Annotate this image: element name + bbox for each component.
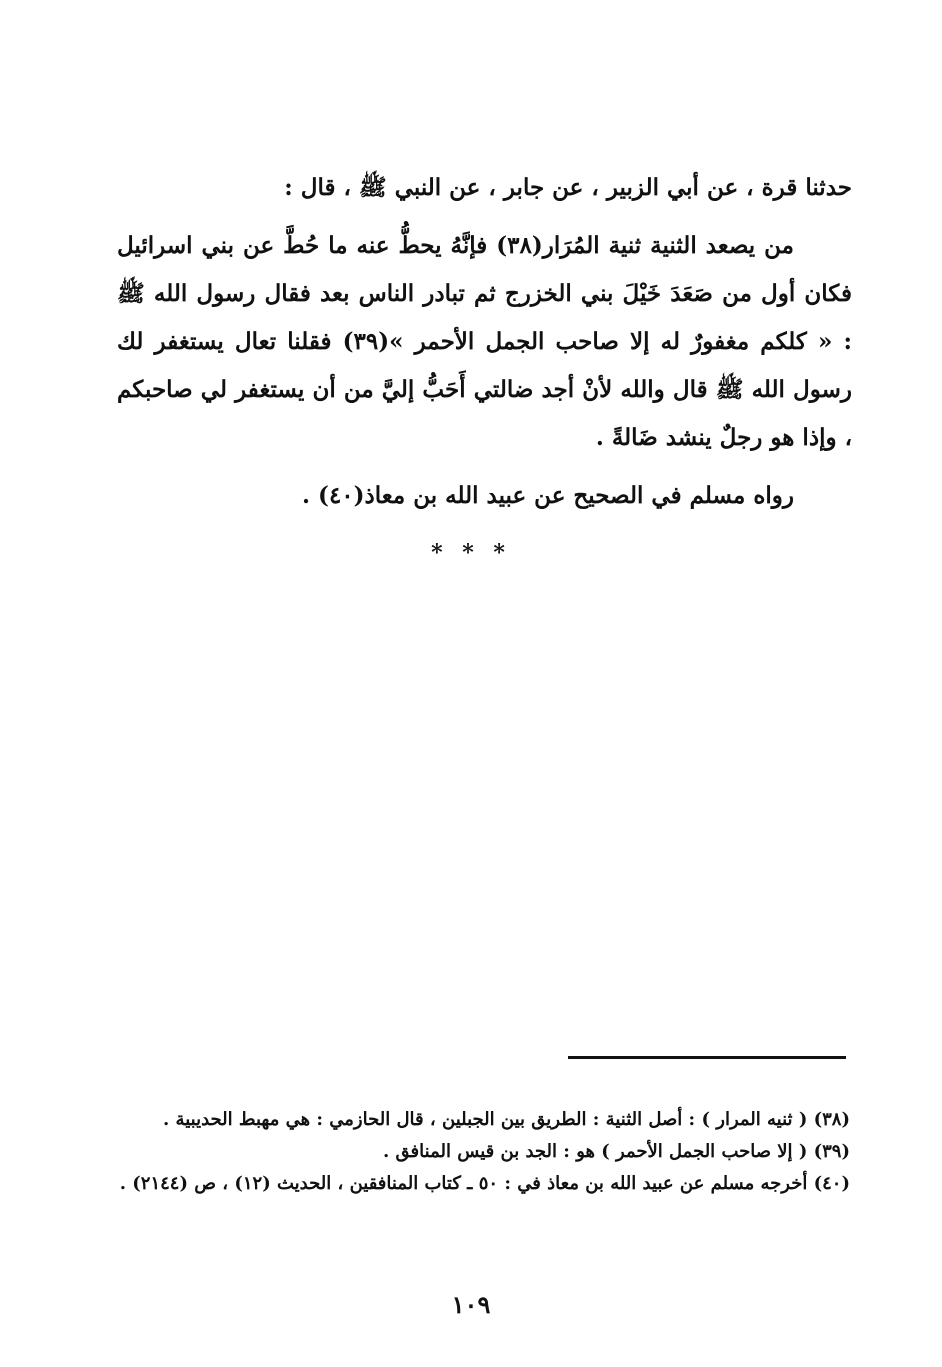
footnote-40: (٤٠) أخرجه مسلم عن عبيد الله بن معاذ في : ٥٠ ـ كتاب المنافقين ، الحديث (١٢) ، ص (٢١٤٤) .	[119, 1173, 850, 1194]
source-paragraph: رواه مسلم في الصحيح عن عبيد الله بن معاذ(٤٠) .	[302, 482, 794, 509]
footnote-divider	[568, 1056, 846, 1059]
footnotes	[115, 1104, 850, 1200]
footnote-38: (٣٨) ( ثنيه المرار ) : أصل الثنية : الطريق بين الجبلين ، قال الحازمي : هي مهبط الحديبية .	[163, 1109, 850, 1130]
footnote-39: (٣٩) ( إلا صاحب الجمل الأحمر ) هو : الجد بن قيس المنافق .	[383, 1141, 850, 1162]
page-number: ١٠٩	[451, 1290, 491, 1319]
section-separator: * * *	[431, 540, 511, 566]
hadith-paragraph: من يصعد الثنية ثنية المُرَار(٣٨) فإنَّهُ يحطُّ عنه ما حُطَّ عن بني اسرائيل فكان أول من صَعَدَ خَيْلَ بني الخزرج ثم تبادر الناس بعد فقال رسول الله ﷺ : « كلكم مغفورٌ له إلا صاحب الجمل الأحمر »(٣٩) فقلنا تعال يستغفر لك رسول الله ﷺ قال والله لأنْ أجد ضالتي أَحَبُّ إليَّ من أن يستغفر لي صاحبكم ، وإذا هو رجلٌ ينشد ضَالةً .	[117, 232, 852, 451]
intro-paragraph: حدثنا قرة ، عن أبي الزبير ، عن جابر ، عن النبي ﷺ ، قال :	[284, 174, 852, 201]
